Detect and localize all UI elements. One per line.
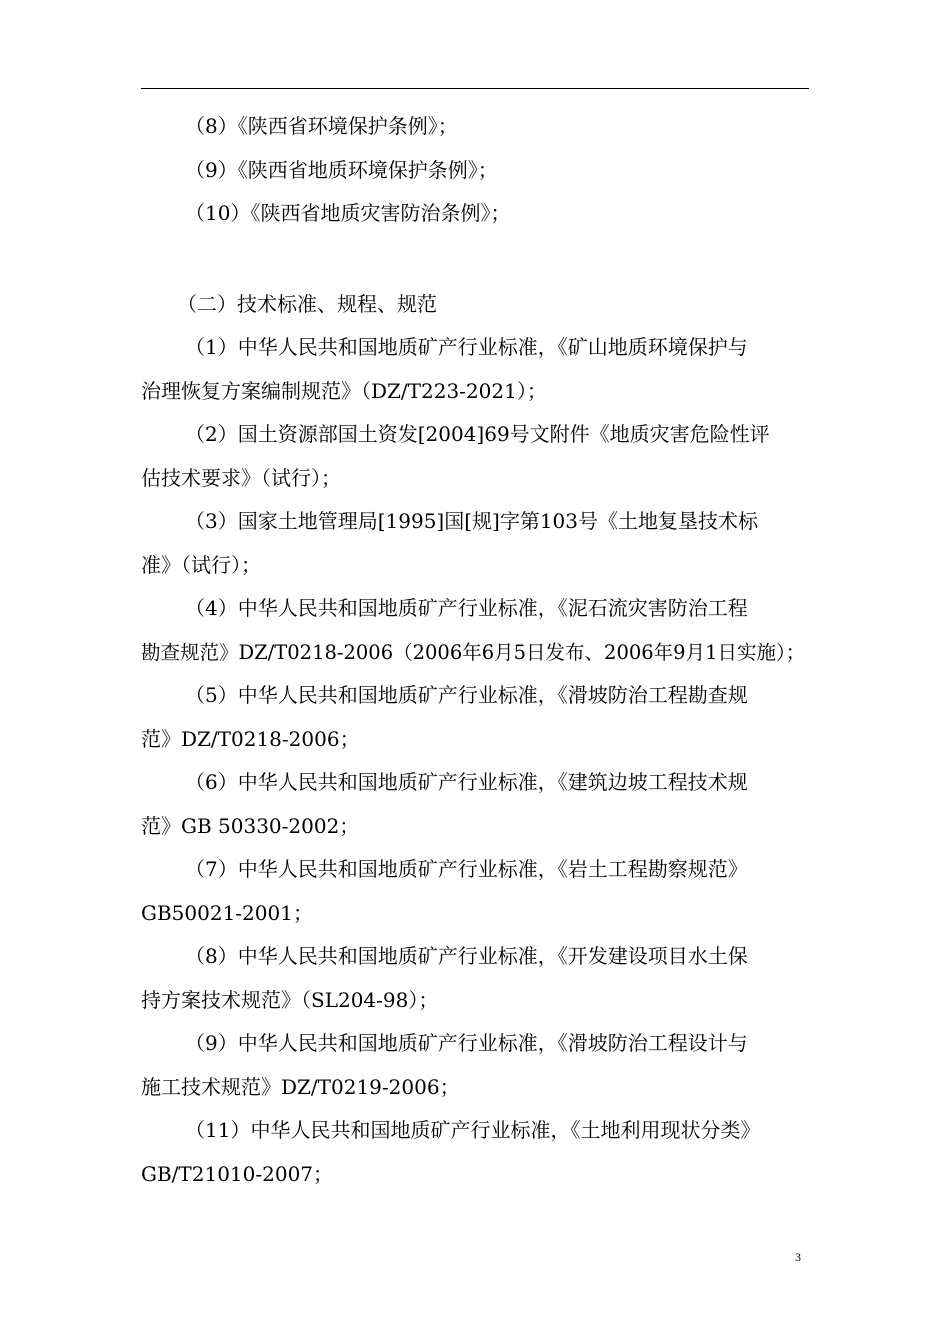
standards-list xyxy=(141,326,809,1196)
standard-item-line: 治理恢复方案编制规范》（DZ/T223-2021）； xyxy=(141,378,547,403)
standard-item xyxy=(141,413,809,500)
law-item-8: （8）《陕西省环境保护条例》； xyxy=(185,114,458,138)
standard-item-line: 持方案技术规范》（SL204-98）； xyxy=(141,987,439,1012)
page-number: 3 xyxy=(795,1250,801,1264)
standard-item xyxy=(141,500,809,587)
law-item-10: （10）《陕西省地质灾害防治条例》； xyxy=(185,201,511,225)
standard-item-line: （5）中华人民共和国地质矿产行业标准，《滑坡防治工程勘查规 xyxy=(185,683,748,707)
header-rule xyxy=(141,88,809,89)
standard-item-line: （9）中华人民共和国地质矿产行业标准，《滑坡防治工程设计与 xyxy=(185,1031,748,1055)
standard-item xyxy=(141,674,809,761)
standard-item-line: （11）中华人民共和国地质矿产行业标准，《土地利用现状分类》 xyxy=(185,1118,761,1142)
standard-item-line: （8）中华人民共和国地质矿产行业标准，《开发建设项目水土保 xyxy=(185,944,748,968)
standard-item-line: （2）国土资源部国土资发[2004]69号文附件《地质灾害危险性评 xyxy=(185,422,770,446)
standard-item-line: （6）中华人民共和国地质矿产行业标准，《建筑边坡工程技术规 xyxy=(185,770,748,794)
standard-item-line: 范》DZ/T0218-2006； xyxy=(141,726,360,751)
standard-item-line: 施工技术规范》DZ/T0219-2006； xyxy=(141,1074,460,1099)
standard-item xyxy=(141,848,809,935)
standard-item-line: GB/T21010-2007； xyxy=(141,1161,334,1186)
standard-item-line: GB50021-2001； xyxy=(141,900,313,925)
standard-item xyxy=(141,326,809,413)
standard-item-line: 勘查规范》DZ/T0218-2006（2006年6月5日发布、2006年9月1日实施）； xyxy=(141,640,806,664)
standard-item-line: 估技术要求》（试行）； xyxy=(141,465,341,490)
law-item-9: （9）《陕西省地质环境保护条例》； xyxy=(185,157,498,182)
standard-item xyxy=(141,761,809,848)
standard-item xyxy=(141,587,809,674)
standard-item-line: 准》（试行）； xyxy=(141,552,261,577)
standard-item-line: （4）中华人民共和国地质矿产行业标准，《泥石流灾害防治工程 xyxy=(185,596,748,620)
standard-item-line: （7）中华人民共和国地质矿产行业标准，《岩土工程勘察规范》 xyxy=(185,857,748,881)
standard-item xyxy=(141,935,809,1022)
standard-item-line: （1）中华人民共和国地质矿产行业标准，《矿山地质环境保护与 xyxy=(185,335,748,359)
standard-item-line: 范》GB 50330-2002； xyxy=(141,813,360,838)
section-heading: （二）技术标准、规程、规范 xyxy=(177,291,437,316)
standard-item-line: （3）国家土地管理局[1995]国[规]字第103号《土地复垦技术标 xyxy=(185,509,759,533)
standard-item xyxy=(141,1109,809,1196)
standard-item xyxy=(141,1022,809,1109)
document-body xyxy=(141,105,809,1196)
paragraph-spacer xyxy=(141,236,809,283)
